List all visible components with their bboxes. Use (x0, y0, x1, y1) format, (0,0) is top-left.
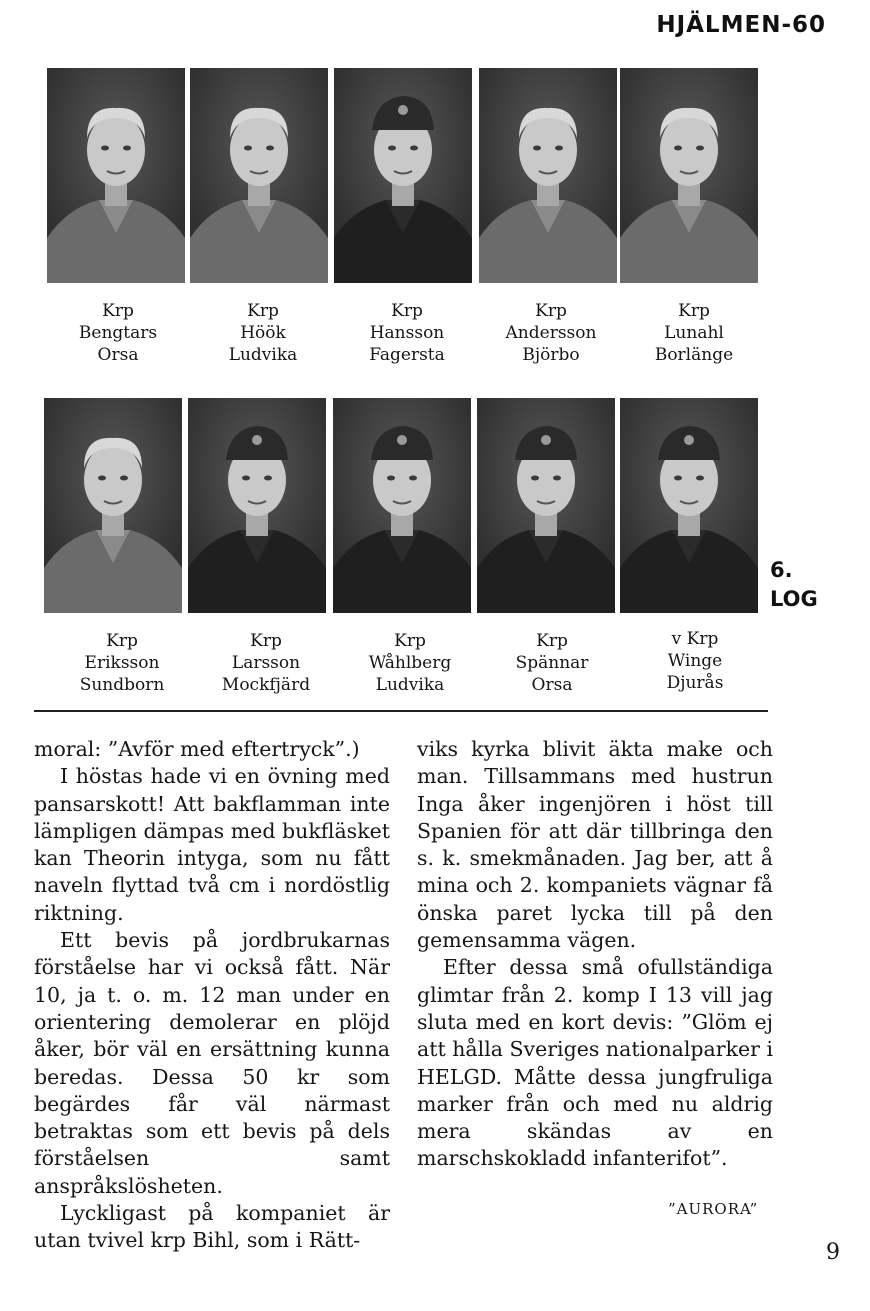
portrait-photo (334, 68, 472, 283)
portrait-photo (477, 398, 615, 613)
caption-name: Lunahl (664, 323, 724, 343)
caption-name: Höök (240, 323, 286, 343)
author-signature: ”AURORA” (668, 1200, 759, 1218)
portrait-photo (620, 68, 758, 283)
caption-rank: Krp (247, 301, 279, 321)
caption-name: Bengtars (78, 323, 158, 343)
portrait-photo (190, 68, 328, 283)
portrait-caption (183, 300, 343, 366)
caption-place: Fagersta (369, 345, 445, 365)
photo-row-top (0, 68, 870, 283)
caption-rank: Krp (678, 301, 710, 321)
portrait-caption (614, 300, 774, 366)
portrait-photo (44, 398, 182, 613)
caption-place: Mockfjärd (221, 675, 311, 695)
caption-rank: v Krp (671, 629, 719, 649)
article-paragraph: Ett bevis på jordbrukarnas förståelse har vi också fått. När 10, ja t. o. m. 12 man under en orientering demolerar en plöjd åker, bör väl en ersättning kunna beredas. Dessa 50 kr som begärdes får väl närmast betraktas som ett bevis på dels förståelsen samt anspråkslösheten. (34, 928, 390, 1198)
caption-name: Larsson (231, 653, 301, 673)
article-paragraph: moral: ”Avför med eftertryck”.) (34, 737, 360, 761)
portrait-caption (327, 300, 487, 366)
article-paragraph: Efter dessa små ofullständiga glimtar från 2. komp I 13 vill jag sluta med en kort devis: ”Glöm ej att hålla Sveriges nationalparker i HELGD. Måtte dessa jungfruliga marker från och med nu aldrig mera skändas av en marschskokladd infanterifot”. (417, 955, 774, 1171)
article-paragraph: viks kyrka blivit äkta make och man. Tillsammans med hustrun Inga åker ingenjören i höst till Spanien för att där tillbringa den s. k. smekmånaden. Jag ber, att å mina och 2. kompaniets vägnar få önska paret lycka till på den gemensamma vägen. (417, 737, 773, 953)
portrait-photo (47, 68, 185, 283)
portrait-caption (330, 630, 490, 696)
article-column-left (34, 736, 390, 1255)
article-paragraph: Lyckligast på kompaniet är utan tvivel krp Bihl, som i Rätt- (34, 1201, 390, 1253)
caption-place: Borlänge (654, 345, 734, 365)
caption-place: Djurås (666, 673, 724, 693)
caption-name: Wåhlberg (368, 653, 452, 673)
caption-rank: Krp (536, 631, 568, 651)
portrait-caption (186, 630, 346, 696)
caption-name: Hansson (369, 323, 445, 343)
article-column-right (417, 736, 773, 1173)
portrait-caption (472, 630, 632, 696)
portrait-caption (615, 628, 775, 694)
portrait-photo (479, 68, 617, 283)
portrait-caption (42, 630, 202, 696)
portrait-photo (333, 398, 471, 613)
caption-rank: Krp (102, 301, 134, 321)
caption-place: Sundborn (79, 675, 165, 695)
article-paragraph: I höstas hade vi en övning med pansarskott! Att bakflamman inte lämpligen dämpas med bukfläsket kan Theorin intyga, som nu fått naveln flyttad två cm i nordöstlig riktning. (34, 764, 390, 925)
caption-place: Ludvika (228, 345, 298, 365)
portrait-photo (620, 398, 758, 613)
portrait-caption (471, 300, 631, 366)
caption-name: Andersson (505, 323, 597, 343)
caption-place: Orsa (97, 345, 139, 365)
photo-row-bottom (0, 398, 870, 613)
caption-place: Orsa (531, 675, 573, 695)
caption-place: Björbo (522, 345, 580, 365)
caption-rank: Krp (106, 631, 138, 651)
caption-place: Ludvika (375, 675, 445, 695)
caption-name: Eriksson (84, 653, 160, 673)
caption-name: Winge (667, 651, 723, 671)
portrait-caption (38, 300, 198, 366)
page-header-title: HJÄLMEN-60 (656, 12, 826, 38)
divider-rule (34, 710, 768, 712)
caption-rank: Krp (535, 301, 567, 321)
page-number: 9 (826, 1240, 840, 1265)
caption-name: Spännar (515, 653, 589, 673)
section-number: 6. (770, 558, 793, 582)
caption-rank: Krp (250, 631, 282, 651)
section-tag (770, 556, 818, 614)
caption-rank: Krp (394, 631, 426, 651)
section-unit: LOG (770, 587, 818, 611)
portrait-photo (188, 398, 326, 613)
caption-rank: Krp (391, 301, 423, 321)
